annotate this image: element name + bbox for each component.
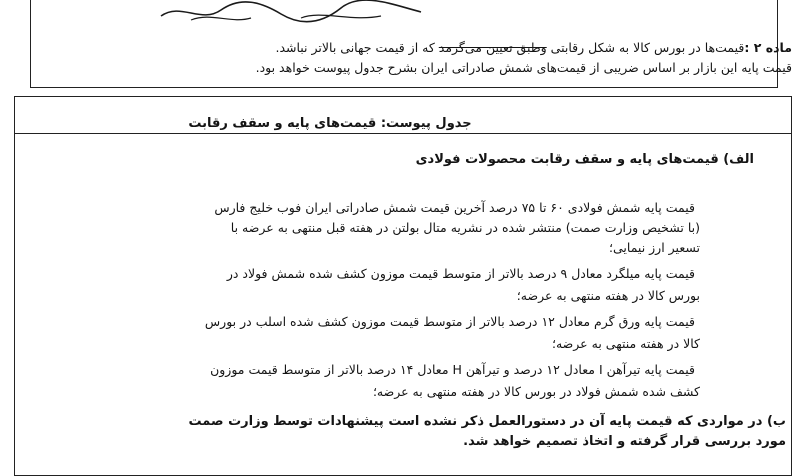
bullet-2-line-1: قیمت پایه میلگرد معادل ۹ درصد بالاتر از متوسط قیمت موزون کشف شده شمش فولاد در: [226, 266, 695, 281]
bullet-3-line-1: قیمت پایه ورق گرم معادل ۱۲ درصد بالاتر از متوسط قیمت موزون کشف شده اسلب در بورس: [204, 314, 695, 329]
section-be-line-1: ب) در مواردی که قیمت پایه آن در دستورالعمل ذکر نشده است پیشنهادات توسط وزارت صمت: [188, 414, 786, 429]
bullet-1-line-1: قیمت پایه شمش فولادی ۶۰ تا ۷۵ درصد آخرین قیمت شمش صادراتی ایران فوب خلیج فارس: [214, 200, 695, 215]
bullet-1-line-3: تسعیر ارز نیمایی؛: [609, 240, 700, 255]
bullet-4-line-2: کشف شده شمش فولاد در بورس کالا در هفته منتهی به عرضه؛: [372, 384, 700, 399]
bullet-2-line-2: بورس کالا در هفته منتهی به عرضه؛: [516, 288, 700, 303]
article-label: ماده ۲ :: [744, 40, 792, 55]
article-2-line-1: ماده ۲ :قیمت‌ها در بورس کالا به شکل رقابتی وطبق تعیین می‌گرمد که از قیمت جهانی بالاتر نباشد.: [275, 40, 792, 55]
bullet-4-line-1: قیمت پایه تیرآهن I معادل ۱۲ درصد و تیرآهن H معادل ۱۴ درصد بالاتر از متوسط قیمت موزون: [210, 362, 695, 377]
bullet-3-line-2: کالا در هفته منتهی به عرضه؛: [552, 336, 700, 351]
article-2-line-2: قیمت پایه این بازار بر اساس ضریبی از قیمت‌های شمش صادراتی ایران بشرح جدول پیوست خواهد بود.: [255, 60, 792, 75]
struck-text: وطبق تعیین می‌گرمد: [438, 40, 547, 55]
bullet-1-line-2: (با تشخیص وزارت صمت) منتشر شده در نشریه متال بولتن در هفته قبل منتهی به عرضه با: [230, 220, 700, 235]
section-be-line-2: مورد بررسی قرار گرفته و اتخاذ تصمیم خواهد شد.: [463, 434, 786, 449]
handwritten-signature: [151, 0, 431, 28]
section-alef-heading: الف) قیمت‌های پایه و سقف رقابت محصولات فولادی: [415, 152, 754, 167]
annex-title: جدول پیوست: قیمت‌های پایه و سقف رقابت: [188, 116, 472, 131]
